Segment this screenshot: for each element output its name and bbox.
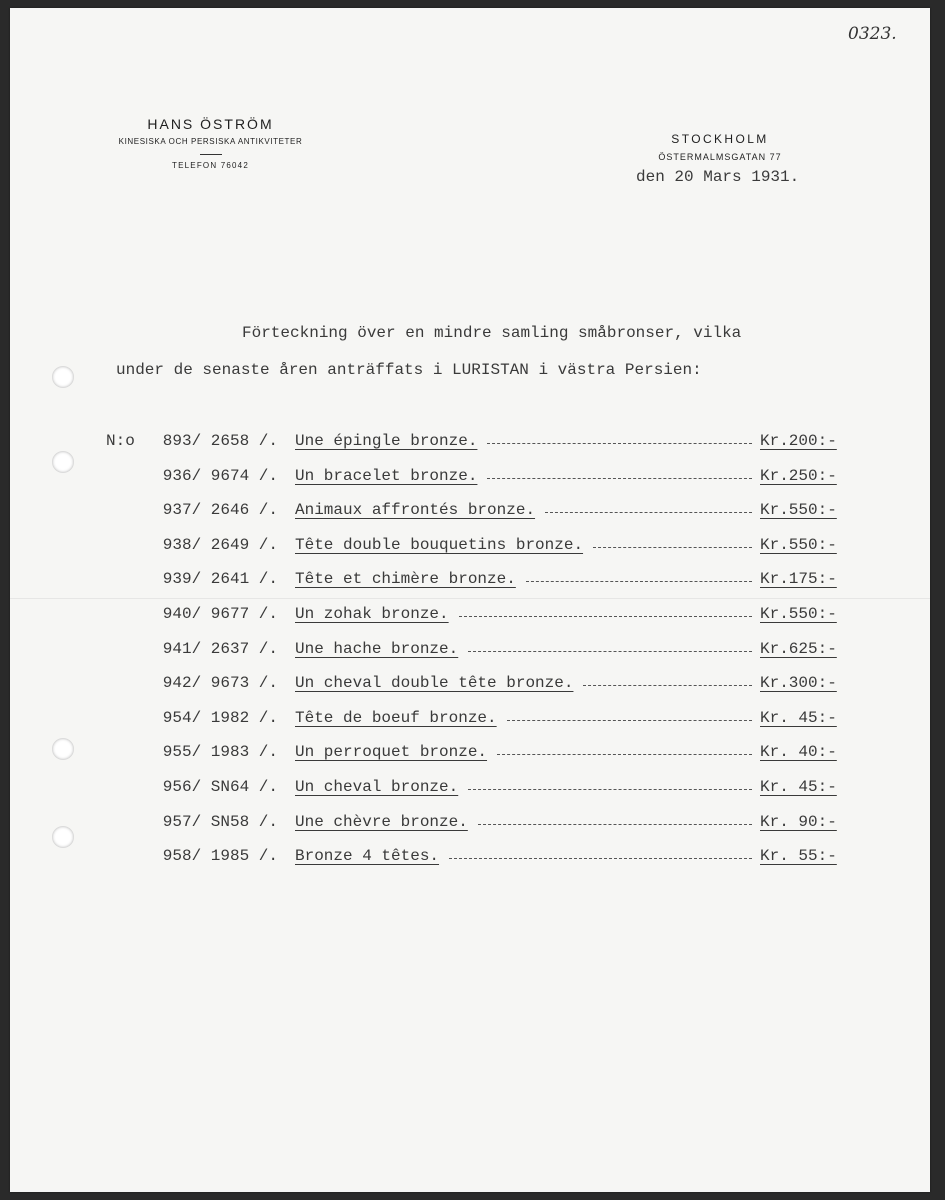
item-row [10,847,930,871]
item-catalog-numbers: 939/ 2641 /. [162,570,278,589]
item-row [10,432,930,456]
item-price: Kr.550:- [760,501,837,520]
item-price: Kr. 40:- [760,743,837,762]
item-description: Une épingle bronze. [295,432,478,450]
item-price: Kr.550:- [760,605,837,623]
item-price: Kr. 45:- [760,778,837,796]
item-description: Un zohak bronze. [295,605,449,623]
dealer-name: HANS ÖSTRÖM [147,116,274,132]
intro-line-2: under de senaste åren anträffats i LURISTAN i västra Persien: [116,361,702,379]
item-price: Kr. 55:- [760,847,837,866]
archive-number: 0323. [848,24,897,44]
leader-dashes [593,547,752,548]
item-row [10,640,930,664]
item-catalog-numbers: 955/ 1983 /. [162,743,278,762]
item-row [10,570,930,594]
item-price: Kr.625:- [760,639,837,658]
item-price: Kr.250:- [760,466,837,485]
item-catalog-numbers: 942/ 9673 /. [162,674,278,693]
item-catalog-numbers: 937/ 2646 /. [162,501,278,520]
leader-dashes [526,581,752,582]
item-description: Animaux affrontés bronze. [295,501,536,520]
item-catalog-numbers: 954/ 1982 /. [162,708,278,727]
item-row [10,501,930,525]
item-catalog-numbers: 958/ 1985 /. [162,847,278,866]
item-catalog-numbers: 893/ 2658 /. [162,432,278,450]
leader-dashes [583,685,752,686]
item-description: Une chèvre bronze. [295,812,468,831]
item-price: Kr. 90:- [760,812,837,831]
leader-dashes [507,720,752,721]
item-price: Kr.175:- [760,570,837,589]
item-row [10,467,930,491]
item-row [10,778,930,802]
leader-dashes [459,616,752,617]
item-description: Tête double bouquetins bronze. [295,535,584,554]
leader-dashes [487,443,752,444]
item-row [10,813,930,837]
item-row [10,605,930,629]
item-row [10,674,930,698]
item-price: Kr.200:- [760,432,837,450]
leader-dashes [487,478,752,479]
fold-line [10,598,930,599]
letterhead-divider [200,154,222,155]
item-catalog-numbers: 957/ SN58 /. [162,812,278,831]
item-description: Un perroquet bronze. [295,743,488,762]
item-description: Tête et chimère bronze. [295,570,516,589]
letter-date: den 20 Mars 1931. [636,168,800,186]
paper-sheet [10,8,930,1192]
item-row [10,743,930,767]
leader-dashes [478,824,752,825]
punch-hole [52,366,74,388]
item-price: Kr. 45:- [760,708,837,727]
item-catalog-numbers: 938/ 2649 /. [162,535,278,554]
item-price: Kr.300:- [760,674,837,693]
leader-dashes [497,754,752,755]
item-row [10,709,930,733]
item-description: Un bracelet bronze. [295,466,478,485]
item-row [10,536,930,560]
dealer-city: STOCKHOLM [671,132,769,146]
intro-line-1: Förteckning över en mindre samling småbronser, vilka [242,324,742,342]
item-description: Un cheval double tête bronze. [295,674,574,693]
dealer-subtitle: KINESISKA OCH PERSISKA ANTIKVITETER [118,137,303,146]
dealer-street: ÖSTERMALMSGATAN 77 [658,152,782,162]
letterhead-right [630,132,810,162]
item-number-prefix: N:o [106,432,135,450]
item-catalog-numbers: 936/ 9674 /. [162,466,278,485]
leader-dashes [468,789,752,790]
item-description: Bronze 4 têtes. [295,847,440,866]
item-description: Tête de boeuf bronze. [295,708,497,727]
leader-dashes [468,651,752,652]
leader-dashes [449,858,752,859]
item-catalog-numbers: 941/ 2637 /. [162,639,278,658]
item-catalog-numbers: 940/ 9677 /. [162,605,278,623]
item-description: Une hache bronze. [295,639,459,658]
leader-dashes [545,512,752,513]
item-catalog-numbers: 956/ SN64 /. [162,778,278,796]
item-price: Kr.550:- [760,535,837,554]
dealer-phone: TELEFON 76042 [172,161,249,170]
item-description: Un cheval bronze. [295,778,459,796]
letterhead-left [88,116,333,170]
